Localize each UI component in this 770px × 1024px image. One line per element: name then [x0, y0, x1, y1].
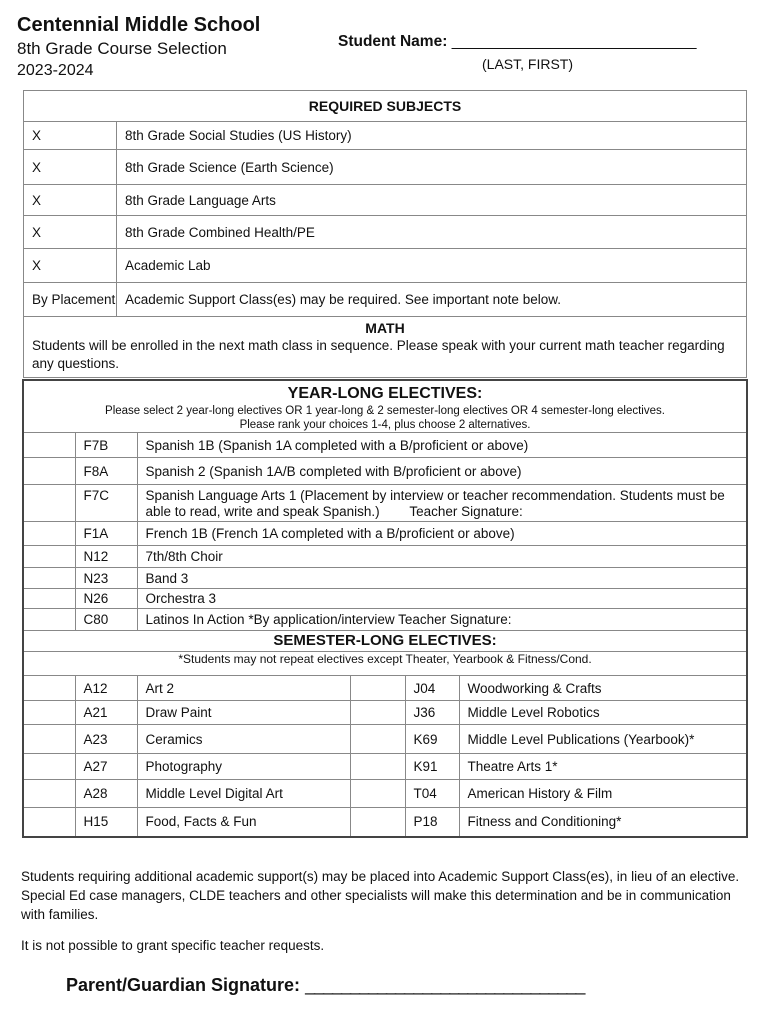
parent-signature-field[interactable] — [66, 975, 584, 996]
table-row — [23, 433, 747, 458]
parent-signature-line[interactable]: _______________________________ — [305, 975, 585, 995]
rank-cell[interactable] — [350, 780, 405, 808]
form-subtitle: 8th Grade Course Selection — [17, 39, 227, 58]
table-row — [23, 780, 747, 808]
course-code: C80 — [75, 609, 137, 631]
required-course: 8th Grade Science (Earth Science) — [117, 150, 747, 185]
table-row — [23, 676, 747, 701]
table-row — [23, 568, 747, 589]
rank-cell[interactable] — [23, 754, 75, 780]
table-row — [23, 725, 747, 754]
required-course: Academic Lab — [117, 249, 747, 283]
required-course: 8th Grade Language Arts — [117, 185, 747, 216]
rank-cell[interactable] — [350, 725, 405, 754]
student-name-label: Student Name: — [338, 33, 448, 50]
required-mark: X — [24, 122, 117, 150]
course-description: Latinos In Action *By application/interview Teacher Signature: — [137, 609, 747, 631]
required-subjects-table — [23, 90, 747, 378]
course-code: F1A — [75, 522, 137, 546]
school-year: 2023-2024 — [17, 62, 94, 79]
course-description: Spanish 1B (Spanish 1A completed with a B/proficient or above) — [137, 433, 747, 458]
required-subjects-title: REQUIRED SUBJECTS — [24, 91, 747, 122]
rank-cell[interactable] — [23, 546, 75, 568]
math-title: MATH — [365, 320, 405, 336]
school-name: Centennial Middle School — [17, 14, 261, 36]
course-code: A21 — [75, 701, 137, 725]
course-description: Art 2 — [137, 676, 350, 701]
course-description: 7th/8th Choir — [137, 546, 747, 568]
table-row — [23, 458, 747, 485]
electives-table — [22, 379, 748, 838]
course-code: A23 — [75, 725, 137, 754]
rank-cell[interactable] — [23, 458, 75, 485]
rank-cell[interactable] — [23, 808, 75, 837]
course-description: Band 3 — [137, 568, 747, 589]
course-description: Spanish Language Arts 1 (Placement by interview or teacher recommendation. Students must be able to read, write and speak Spanish.) Teacher Signature: — [137, 485, 747, 522]
course-code: J04 — [405, 676, 459, 701]
rank-cell[interactable] — [350, 676, 405, 701]
course-code: J36 — [405, 701, 459, 725]
required-course: 8th Grade Social Studies (US History) — [117, 122, 747, 150]
rank-cell[interactable] — [23, 568, 75, 589]
math-text: Students will be enrolled in the next math class in sequence. Please speak with your current math teacher regarding any questions. — [32, 338, 725, 371]
rank-cell[interactable] — [350, 754, 405, 780]
academic-support-note: Students requiring additional academic support(s) may be placed into Academic Support Class(es), in lieu of an elective. Special Ed case managers, CLDE teachers and other specialists will make this determination and be in communication with families. — [21, 869, 740, 922]
course-description: Middle Level Digital Art — [137, 780, 350, 808]
course-code: F7B — [75, 433, 137, 458]
required-course: 8th Grade Combined Health/PE — [117, 216, 747, 249]
yearlong-rank-instructions: Please rank your choices 1-4, plus choose 2 alternatives. — [239, 419, 531, 431]
course-description: Fitness and Conditioning* — [459, 808, 747, 837]
table-row — [23, 808, 747, 837]
rank-cell[interactable] — [23, 701, 75, 725]
course-code: A12 — [75, 676, 137, 701]
rank-cell[interactable] — [23, 433, 75, 458]
yearlong-title: YEAR-LONG ELECTIVES: — [287, 385, 483, 402]
rank-cell[interactable] — [23, 485, 75, 522]
course-code: A28 — [75, 780, 137, 808]
course-code: F7C — [75, 485, 137, 522]
table-row — [23, 485, 747, 522]
table-row — [24, 185, 747, 216]
table-row — [23, 589, 747, 609]
math-section — [24, 317, 747, 378]
table-row — [24, 122, 747, 150]
course-description: American History & Film — [459, 780, 747, 808]
course-code: F8A — [75, 458, 137, 485]
rank-cell[interactable] — [23, 725, 75, 754]
course-code: N26 — [75, 589, 137, 609]
table-row — [23, 754, 747, 780]
course-code: A27 — [75, 754, 137, 780]
course-code: K91 — [405, 754, 459, 780]
required-mark: X — [24, 249, 117, 283]
teacher-requests-note: It is not possible to grant specific teacher requests. — [21, 938, 325, 953]
course-description: Photography — [137, 754, 350, 780]
table-row — [24, 150, 747, 185]
course-code: K69 — [405, 725, 459, 754]
course-code: T04 — [405, 780, 459, 808]
course-description: Ceramics — [137, 725, 350, 754]
rank-cell[interactable] — [350, 808, 405, 837]
table-row — [23, 546, 747, 568]
required-mark: X — [24, 185, 117, 216]
course-code: H15 — [75, 808, 137, 837]
semester-title: SEMESTER-LONG ELECTIVES: — [23, 631, 747, 652]
required-mark: By Placement — [24, 283, 117, 317]
rank-cell[interactable] — [23, 609, 75, 631]
course-description: Food, Facts & Fun — [137, 808, 350, 837]
parent-signature-label: Parent/Guardian Signature: — [66, 975, 301, 995]
course-code: P18 — [405, 808, 459, 837]
course-description: Orchestra 3 — [137, 589, 747, 609]
course-description: French 1B (French 1A completed with a B/proficient or above) — [137, 522, 747, 546]
rank-cell[interactable] — [23, 676, 75, 701]
table-row — [24, 283, 747, 317]
rank-cell[interactable] — [23, 522, 75, 546]
course-description: Spanish 2 (Spanish 1A/B completed with B/proficient or above) — [137, 458, 747, 485]
course-description: Middle Level Robotics — [459, 701, 747, 725]
table-row — [23, 609, 747, 631]
course-code: N12 — [75, 546, 137, 568]
course-description: Woodworking & Crafts — [459, 676, 747, 701]
rank-cell[interactable] — [23, 589, 75, 609]
rank-cell[interactable] — [23, 780, 75, 808]
course-code: N23 — [75, 568, 137, 589]
yearlong-header — [23, 380, 747, 433]
course-description: Theatre Arts 1* — [459, 754, 747, 780]
student-name-hint: (LAST, FIRST) — [482, 56, 574, 72]
table-row — [23, 701, 747, 725]
course-description: Middle Level Publications (Yearbook)* — [459, 725, 747, 754]
course-description: Draw Paint — [137, 701, 350, 725]
yearlong-instructions: Please select 2 year-long electives OR 1 year-long & 2 semester-long electives OR 4 semester-long electives. — [105, 405, 665, 417]
document-header — [17, 12, 260, 82]
student-name-field[interactable] — [338, 33, 696, 51]
required-mark: X — [24, 216, 117, 249]
required-mark: X — [24, 150, 117, 185]
table-row — [23, 522, 747, 546]
table-row — [24, 249, 747, 283]
student-name-line[interactable]: ________________________________ — [451, 33, 696, 50]
rank-cell[interactable] — [350, 701, 405, 725]
table-row — [24, 216, 747, 249]
semester-note: *Students may not repeat electives except Theater, Yearbook & Fitness/Cond. — [23, 652, 747, 676]
required-course: Academic Support Class(es) may be required. See important note below. — [117, 283, 747, 317]
